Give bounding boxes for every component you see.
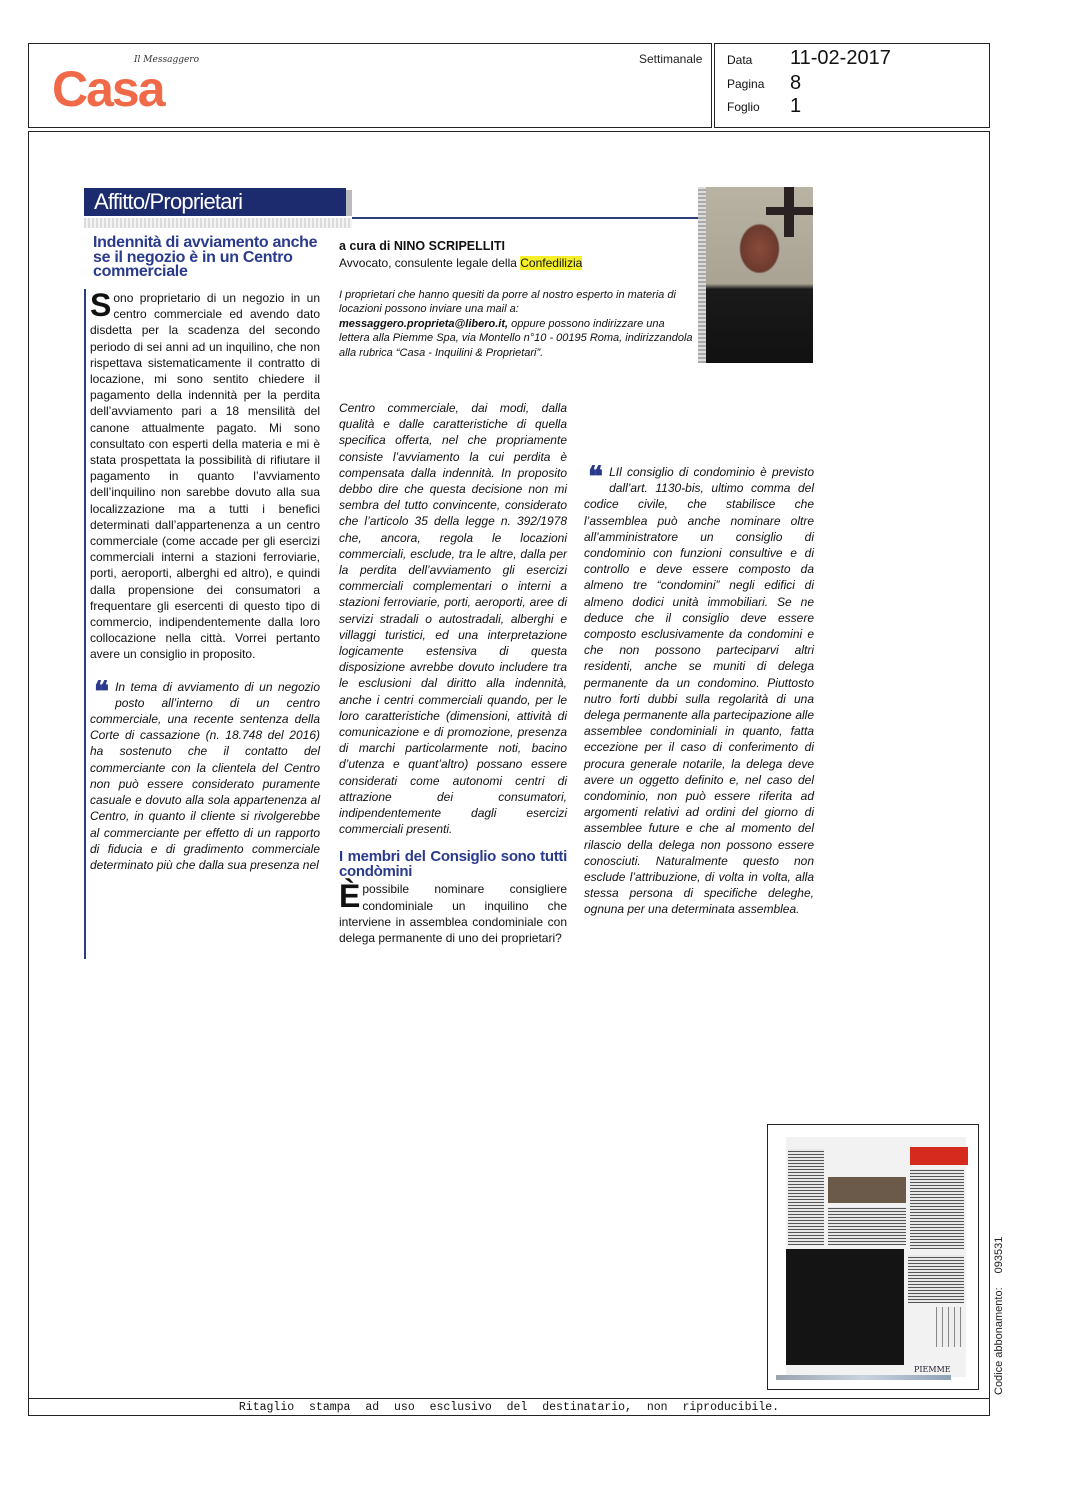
answer-1-continued: Centro commerciale, dai modi, dalla qualità e dalle caratteristiche di quella specifica offerta, nel che propriamente consiste l’avviamento la cui perdita è compensata dalla indennità. In proposito debbo dire che questa decisione non mi sembra del tutto convincente, considerato che l’articolo 35 della legge n. 392/1978 che, ancora, regola le locazioni commerciali, esclude, tra le altre, dalla per la perdita dell’avviamento gli esercizi commerciali complementari o interni a stazioni ferroviarie, porti, aeroporti, aree di servizi stradali o autostradali, alberghi e villaggi turistici, ed una interpretazione logicamente estensiva di questa disposizione avrebbe dovuto includere tra le esclusioni dal diritto alla indennità, anche i centri commerciali quando, per le loro caratteristiche (dimensioni, attività di comunicazione e di promozione, presenza di marchi particolarmente noti, bacino d’utenza e quant’altro) possano essere considerati come autonomi centri di attrazione dei consumatori, indipendentemente dagli esercizi commerciali presenti. [339, 401, 567, 837]
column-rule [84, 289, 86, 959]
subheading: I membri del Consiglio sono tutti condòmini [339, 848, 567, 881]
thumbnail-text [910, 1169, 964, 1249]
thumbnail-text [828, 1207, 906, 1245]
thumbnail-text [788, 1149, 824, 1245]
subscription-code-value: 093531 [993, 1236, 1005, 1274]
contact-email: messaggero.proprieta@libero.it, [339, 317, 509, 330]
question-2-text: possibile nominare consigliere condominiale un inquilino che interviene in assemblea condominiale con delega permanente di uno dei proprietari? [339, 882, 567, 946]
thumbnail-strip [776, 1375, 951, 1380]
header-rule [352, 217, 698, 219]
section-title: Affitto/Proprietari [84, 188, 346, 216]
decorative-strip [84, 218, 352, 228]
article-column-3 [584, 400, 814, 918]
logo-publisher: Il Messaggero [134, 55, 200, 65]
answer-1 [90, 674, 320, 873]
thumbnail-text [908, 1255, 964, 1303]
question-1 [90, 287, 320, 663]
meta-label-data: Data [727, 53, 753, 67]
author-photo [706, 187, 813, 363]
photo-detail [766, 207, 813, 215]
meta-label-foglio: Foglio [727, 100, 760, 114]
byline-role [339, 256, 582, 271]
intro-text-2: oppure possono indirizzare una lettera alla Piemme Spa, via Montello n°10 - 00195 Roma, indirizzandola alla rubrica “Casa - Inquilini & Proprietari”. [339, 317, 693, 359]
question-1-text: ono proprietario di un negozio in un centro commerciale ed avendo dato disdetta per la scadenza del secondo periodo di sei anni ad un inquilino, che non rispettava sistematicamente il contratto di locazione, mi sono sentito chiedere il pagamento della indennità per la perdita dell’avviamento pari a 18 mensilità del canone attualmente pagato. Mi sono consultato con esperti della materia e mi è stata prospettata la possibilità di rifiutare il pagamento in quanto l’avviamento dell’inquilino non sarebbe dovuto alla sua localizzazione ma a tutti i benefici determinati dall’appartenenza a un centro commerciale (come accade per gli esercizi commerciali interni a stazioni ferroviarie, porti, aeroporti, alberghi ed altro), e quindi dalla propensione dei consumatori a frequentare gli esercenti di questo tipo di commercio, indipendentemente dalla loro collocazione nella città. Vorrei pertanto avere un consiglio in proposito. [90, 291, 320, 662]
byline: a cura di NINO SCRIPELLITI [339, 239, 505, 253]
thumbnail-dark-box [786, 1249, 904, 1365]
intro-text-1: I proprietari che hanno quesiti da porre al nostro esperto in materia di locazioni possono inviare una mail a: [339, 289, 676, 316]
thumbnail-table [936, 1307, 962, 1347]
article-column-2 [339, 400, 567, 946]
thumbnail-image [828, 1177, 906, 1203]
thumbnail-brand: PIEMME [914, 1365, 951, 1374]
thumbnail-page [786, 1137, 966, 1377]
article-headline: Indennità di avviamento anche se il negozio è in un Centro commerciale [93, 234, 318, 280]
reader-instructions [339, 288, 693, 360]
byline-role-text: Avvocato, consulente legale della [339, 256, 517, 270]
logo-casa: Casa [52, 61, 164, 117]
meta-value-pagina: 8 [790, 72, 802, 94]
meta-value-foglio: 1 [790, 95, 802, 117]
quote-icon: ❝ [588, 460, 604, 493]
article-column-1 [90, 287, 320, 873]
subscription-code-label: Codice abbonamento: [993, 1287, 1005, 1395]
dropcap: È [339, 878, 361, 915]
meta-label-pagina: Pagina [727, 77, 765, 91]
meta-value-data: 11-02-2017 [790, 47, 891, 69]
quote-icon: ❝ [94, 674, 110, 708]
answer-2 [584, 460, 814, 918]
answer-2-text: LIl consiglio di condominio è previsto dall’art. 1130-bis, ultimo comma del codice civile, che stabilisce che l’assemblea può anche nominare oltre all’amministratore un consiglio di condominio con funzioni consultive e di controllo e deve essere composto da almeno tre “condomini” negli edifici di almeno dodici unità immobiliari. Se ne deduce che il consiglio deve essere composto esclusivamente da condomini e che non possono parteciparvi altri residenti, anche se muniti di delega permanente da un condomino. Piuttosto nutro forti dubbi sulla regolarità di una delega permanente alla partecipazione alle assemblee condominiali in quanto, fatta eccezione per il caso di conferimento di procura generale notarile, la delega deve avere un oggetto definito e, nel caso del condominio, non può essere riferita ad argomenti relativi ad ordini del giorno di assemblee future e che al momento del rilascio della delega non possono essere conosciuti. Naturalmente questo non esclude l’attribuzione, di volta in volta, alla stessa persona di specifiche deleghe, ognuna per una determinata assemblea. [584, 465, 814, 917]
frequency-label: Settimanale [639, 52, 703, 66]
dropcap: S [90, 287, 112, 323]
byline-org: Confedilizia [520, 256, 583, 270]
question-2 [339, 878, 567, 946]
thumbnail-red-box [910, 1147, 968, 1165]
column-spacer [584, 400, 814, 464]
subscription-code [993, 1237, 1006, 1395]
band-shadow [346, 190, 352, 216]
photo-shadow [698, 187, 706, 363]
footer-notice: Ritaglio stampa ad uso esclusivo del destinatario, non riproducibile. [238, 1401, 780, 1414]
page-thumbnail [767, 1124, 979, 1390]
answer-1-text: In tema di avviamento di un negozio posto all’interno di un centro commerciale, una recente sentenza della Corte di cassazione (n. 18.748 del 2016) ha sostenuto che il contatto del commerciante con la clientela del Centro non può essere considerato puramente casuale e dovuto alla sola appartenenza al Centro, in quanto il cliente si rivolgerebbe al commerciante per effetto di un rapporto di fiducia e di gradimento commerciale determinato più che dalla sua presenza nel [90, 679, 320, 872]
